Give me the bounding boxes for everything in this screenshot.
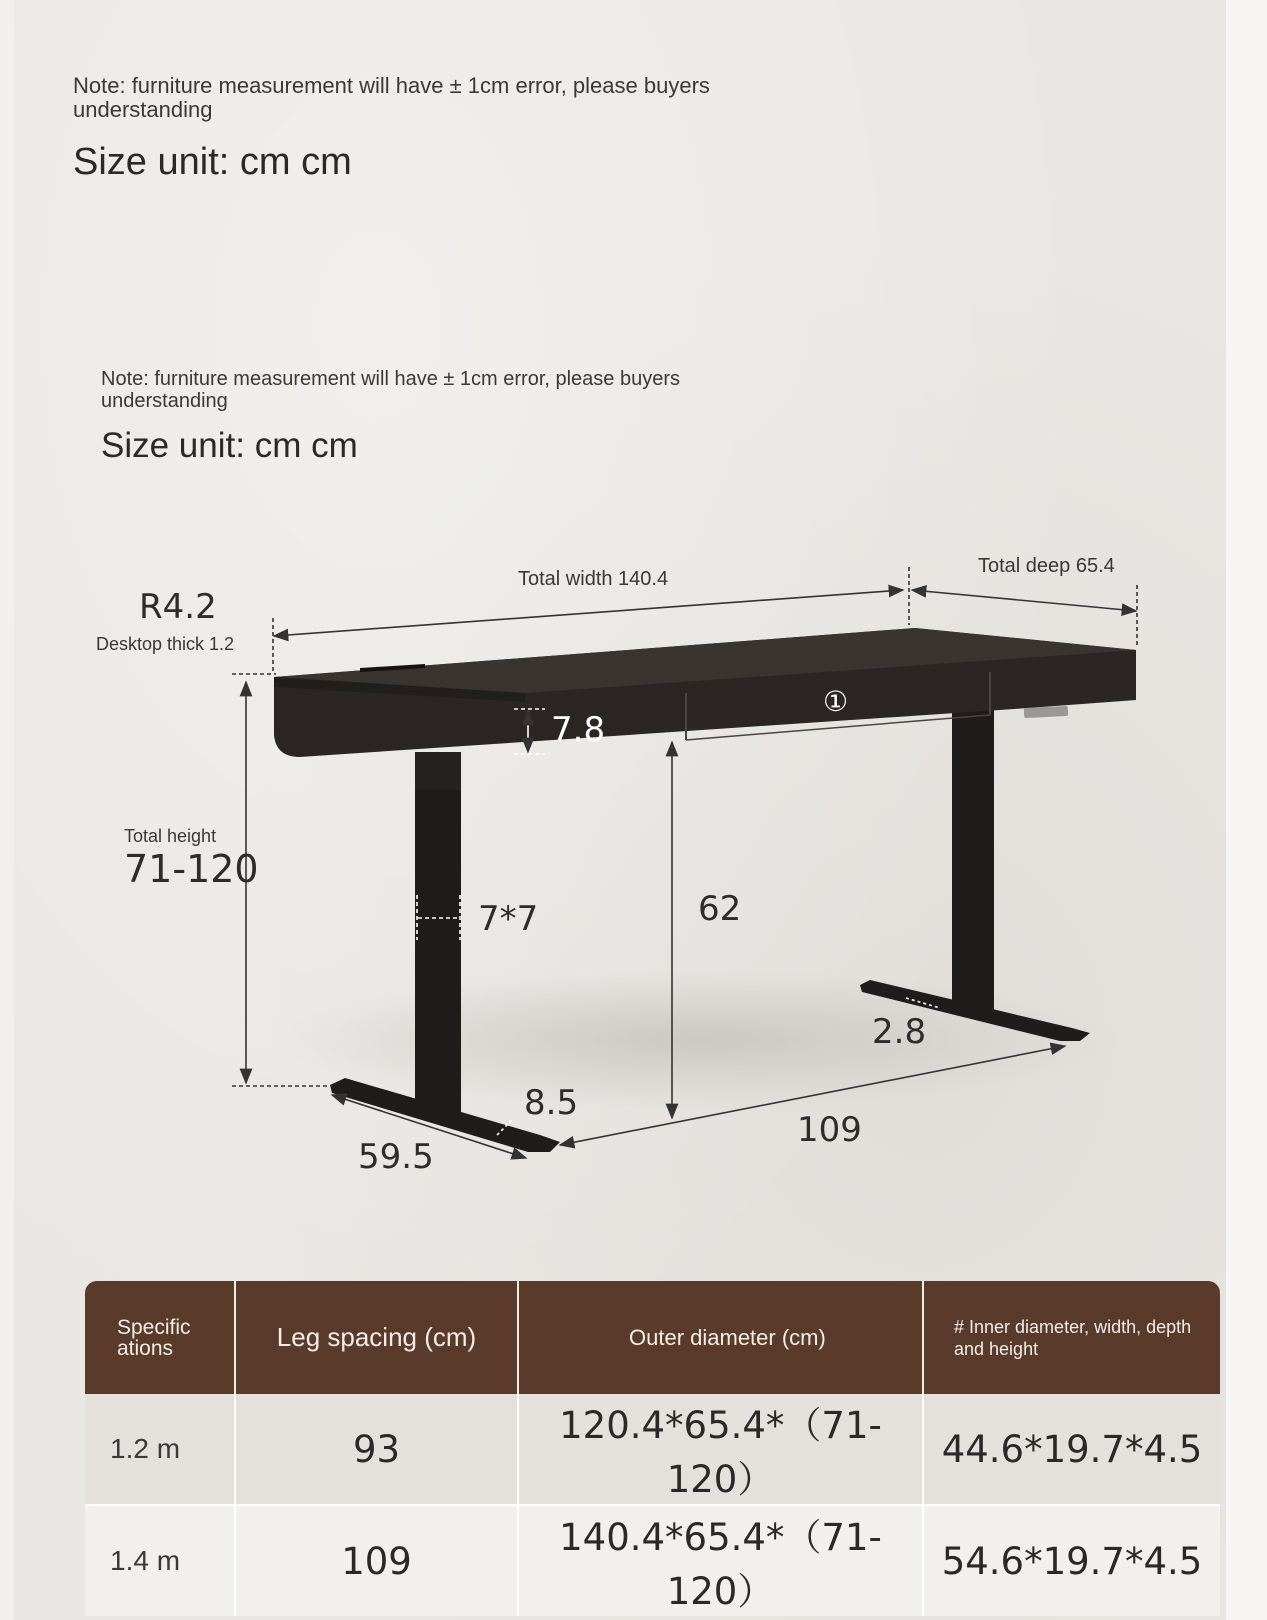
leg-section-label: 7*7: [478, 899, 539, 939]
total-height-label: Total height: [124, 826, 217, 846]
drawer-number-marker: ①: [823, 685, 849, 718]
foot-thick-label: 2.8: [872, 1012, 927, 1052]
cell-inner-diameter: 44.6*19.7*4.5: [923, 1394, 1220, 1505]
radius-label: R4.2: [139, 587, 217, 627]
cell-spec: 1.2 m: [85, 1394, 235, 1505]
header-inner-diameter: # Inner diameter, width, depth and height: [923, 1281, 1220, 1394]
leg-spacing-label: 109: [797, 1110, 862, 1150]
cell-inner-diameter: 54.6*19.7*4.5: [923, 1505, 1220, 1616]
cell-outer-diameter: 120.4*65.4*（71-120）: [518, 1394, 923, 1505]
specifications-table: [85, 1281, 1220, 1616]
total-width-label: Total width 140.4: [518, 568, 669, 590]
header-leg-spacing: Leg spacing (cm): [235, 1281, 518, 1394]
table-row: [85, 1505, 1220, 1616]
foot-height-label: 8.5: [524, 1083, 579, 1123]
total-deep-label: Total deep 65.4: [978, 555, 1115, 577]
desktop: [274, 628, 1136, 757]
size-unit-label: Size unit: cm cm: [73, 141, 352, 183]
measurement-note: Note: furniture measurement will have ± 1cm error, please buyers understanding: [73, 73, 710, 122]
cell-leg-spacing: 93: [235, 1394, 518, 1505]
foot-length-label: 59.5: [358, 1137, 434, 1177]
table-header-row: [85, 1281, 1220, 1394]
cell-leg-spacing: 109: [235, 1505, 518, 1616]
size-unit-label-secondary: Size unit: cm cm: [101, 426, 358, 465]
total-height-value: 71-120: [124, 847, 259, 891]
cell-spec: 1.4 m: [85, 1505, 235, 1616]
under-height-label: 62: [698, 889, 742, 929]
header-outer-diameter: Outer diameter (cm): [518, 1281, 923, 1394]
table-row: [85, 1394, 1220, 1505]
apron-height-label: 7.8: [551, 710, 606, 750]
cell-outer-diameter: 140.4*65.4*（71-120）: [518, 1505, 923, 1616]
desktop-thick-label: Desktop thick 1.2: [96, 634, 235, 654]
header-specifications: Specific ations: [85, 1281, 235, 1394]
measurement-note-secondary: Note: furniture measurement will have ± 1cm error, please buyers understanding: [101, 368, 681, 412]
back-leg: [860, 710, 1090, 1041]
